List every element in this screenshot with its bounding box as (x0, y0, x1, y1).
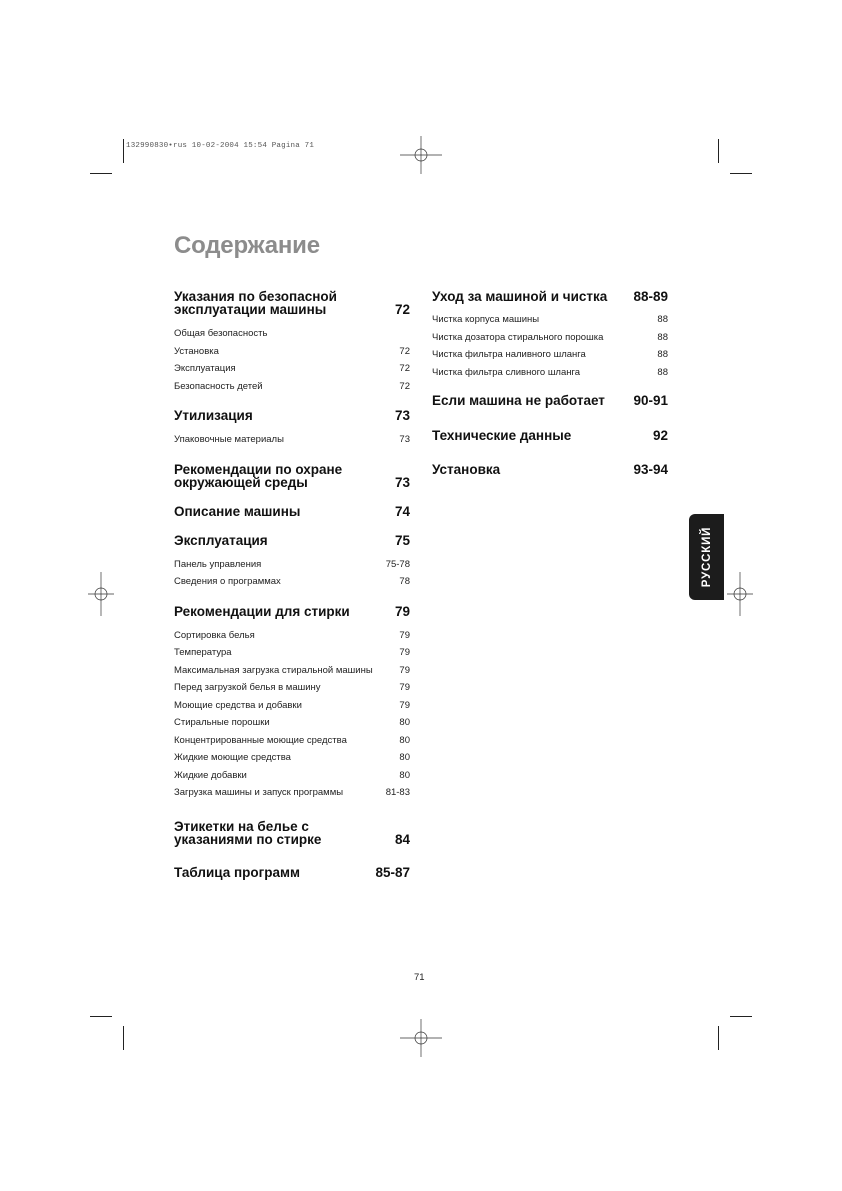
item-page: 88 (657, 349, 668, 360)
item-page: 72 (399, 363, 410, 374)
item-label: Чистка дозатора стирального порошка (432, 331, 604, 343)
item-page: 75-78 (385, 558, 410, 570)
page-number: 71 (414, 972, 425, 983)
section-page: 90-91 (633, 393, 668, 408)
item-page: 78 (399, 576, 410, 587)
item-label: Панель управления (174, 558, 262, 570)
section-title: Таблица программ (174, 864, 301, 880)
toc-section-care-labels[interactable] (174, 820, 410, 846)
item-label: Установка (174, 345, 219, 357)
toc-item[interactable] (174, 662, 410, 680)
item-label: Чистка корпуса машины (432, 314, 540, 325)
section-title: Описание машины (174, 503, 301, 519)
toc-section-disposal[interactable] (174, 409, 410, 422)
section-page: 84 (394, 831, 410, 847)
section-page: 73 (394, 408, 410, 423)
toc-item[interactable] (174, 784, 410, 802)
section-page: 75 (394, 532, 410, 548)
item-label: Концентрированные моющие средства (174, 734, 347, 746)
toc-item[interactable] (174, 378, 410, 396)
page-title: Содержание (174, 232, 320, 259)
section-title: Указания по безопасной эксплуатации машины (174, 289, 337, 317)
item-page: 81-83 (385, 787, 410, 798)
section-title: Технические данные (432, 428, 572, 443)
item-page: 72 (399, 380, 410, 392)
item-page: 80 (399, 717, 410, 728)
language-tab-label: РУССКИЙ (700, 526, 713, 588)
item-label: Общая безопасность (174, 328, 268, 339)
item-label: Чистка фильтра сливного шланга (432, 366, 581, 378)
toc-section-care[interactable] (432, 290, 668, 303)
toc-item[interactable] (432, 346, 668, 364)
item-label: Сведения о программах (174, 576, 281, 587)
item-label: Сортировка белья (174, 629, 255, 641)
toc-item[interactable] (174, 573, 410, 591)
toc-item[interactable] (174, 697, 410, 715)
section-page: 88-89 (633, 289, 668, 304)
toc-left-column (174, 290, 410, 879)
item-label: Моющие средства и добавки (174, 699, 302, 711)
toc-item[interactable] (174, 343, 410, 361)
section-page: 93-94 (633, 462, 668, 477)
toc-section-operation[interactable] (174, 534, 410, 547)
toc-section-environment[interactable] (174, 463, 410, 489)
item-page: 79 (399, 682, 410, 693)
toc-section-troubleshooting[interactable] (432, 394, 668, 407)
item-page: 88 (657, 366, 668, 378)
toc-item[interactable] (432, 364, 668, 382)
item-label: Жидкие добавки (174, 769, 247, 781)
print-slug: 132990830•rus 10-02-2004 15:54 Pagina 71 (126, 142, 315, 150)
section-title: Если машина не работает (432, 393, 605, 408)
item-page: 80 (399, 752, 410, 763)
item-label: Стиральные порошки (174, 717, 270, 728)
item-label: Перед загрузкой белья в машину (174, 682, 321, 693)
section-page: 74 (394, 503, 410, 519)
item-label: Упаковочные материалы (174, 434, 284, 445)
toc-item[interactable] (174, 627, 410, 645)
item-page: 79 (399, 699, 410, 711)
item-label: Эксплуатация (174, 363, 236, 374)
item-page: 73 (399, 434, 410, 445)
item-label: Максимальная загрузка стиральной машины (174, 664, 373, 676)
toc-item[interactable] (174, 325, 410, 343)
toc-section-safety[interactable] (174, 290, 410, 316)
item-label: Чистка фильтра наливного шланга (432, 349, 586, 360)
toc-item[interactable] (174, 732, 410, 750)
toc-item[interactable] (174, 767, 410, 785)
section-page: 72 (394, 302, 410, 317)
toc-item[interactable] (174, 360, 410, 378)
toc-item[interactable] (174, 749, 410, 767)
section-title: Уход за машиной и чистка (432, 289, 608, 304)
section-title: Рекомендации по охране окружающей среды (174, 461, 343, 490)
registration-mark-bottom-icon (400, 1019, 442, 1057)
item-page (404, 325, 410, 343)
registration-mark-right-icon (727, 572, 753, 616)
item-page: 80 (399, 769, 410, 781)
toc-item[interactable] (174, 556, 410, 574)
section-title: Этикетки на белье с указаниями по стирке (174, 818, 322, 847)
toc-section-installation[interactable] (432, 463, 668, 476)
toc-item[interactable] (174, 679, 410, 697)
toc-item[interactable] (174, 714, 410, 732)
toc-section-program-table[interactable] (174, 866, 410, 879)
toc-item[interactable] (174, 644, 410, 662)
toc-item[interactable] (432, 311, 668, 329)
toc-item[interactable] (174, 431, 410, 449)
toc-section-washing-tips[interactable] (174, 605, 410, 618)
section-title: Рекомендации для стирки (174, 603, 350, 619)
section-title: Установка (432, 462, 501, 477)
item-page: 80 (399, 734, 410, 746)
section-page: 85-87 (375, 864, 410, 880)
item-page: 79 (399, 664, 410, 676)
toc-section-technical-data[interactable] (432, 429, 668, 442)
item-label: Жидкие моющие средства (174, 752, 291, 763)
item-page: 88 (657, 331, 668, 343)
section-page: 79 (394, 603, 410, 619)
item-page: 72 (399, 345, 410, 357)
section-title: Эксплуатация (174, 532, 268, 548)
toc-section-description[interactable] (174, 505, 410, 518)
item-label: Безопасность детей (174, 380, 263, 392)
toc-right-column (432, 290, 668, 476)
section-page: 73 (394, 474, 410, 490)
item-page: 79 (399, 629, 410, 641)
item-label: Температура (174, 647, 232, 658)
item-page: 79 (399, 647, 410, 658)
registration-mark-top-icon (400, 136, 442, 174)
toc-item[interactable] (432, 329, 668, 347)
language-tab (689, 514, 724, 600)
registration-mark-left-icon (88, 572, 114, 616)
item-page: 88 (657, 314, 668, 325)
item-label: Загрузка машины и запуск программы (174, 787, 344, 798)
section-title: Утилизация (174, 408, 253, 423)
section-page: 92 (652, 428, 668, 443)
